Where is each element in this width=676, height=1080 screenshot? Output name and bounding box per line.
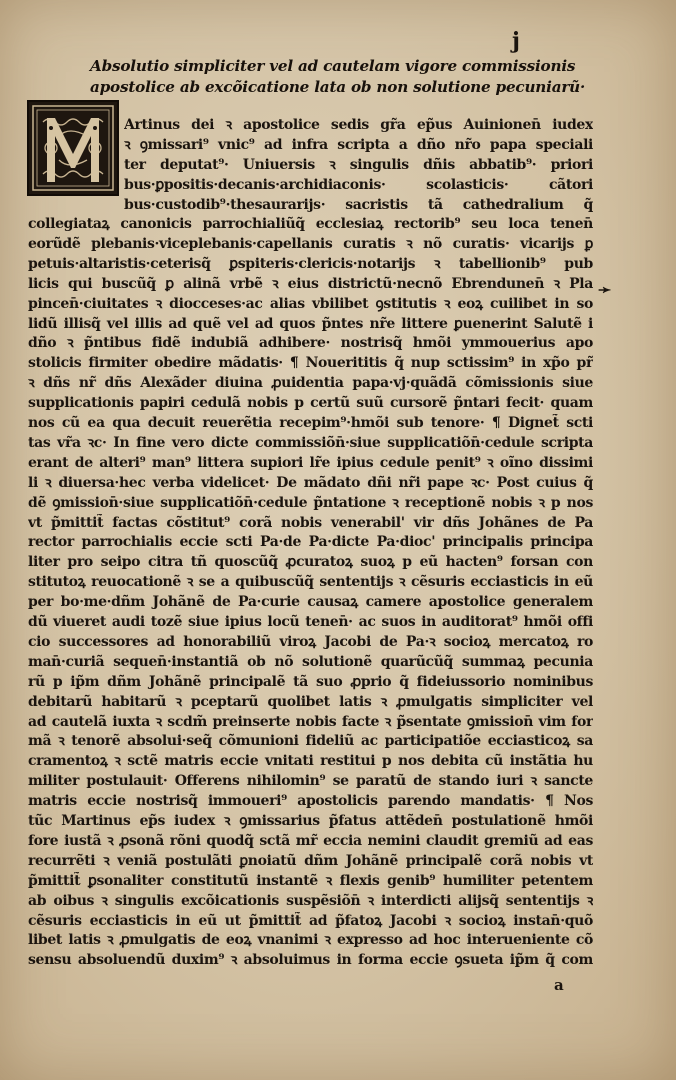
text-line: pincen̄·ciuitates ꝛ diocceses·ac alias vbilibet ꝯstitutis ꝛ eoꝝ cuilibet in so — [28, 295, 593, 312]
text-line: rũ p ip̃m dñm Johãnẽ principalẽ tã suo ꝓprio q̃ fideiussorio nominibus — [28, 673, 593, 690]
text-line: cẽsuris ecciasticis in eũ ut p̃mittit̃ ad p̃fatoꝝ Jacobi ꝛ socioꝝ instan̄·quõ — [28, 912, 593, 929]
text-line: vt p̃mittit̃ factas cõstitut⁹ corã nobis venerabil' vir dñs Johãnes de Pa — [28, 514, 593, 531]
text-line: dũ viueret audi tozẽ siue ipius locũ tenen̄· ac suos in auditorat⁹ hmõi offi — [28, 614, 593, 630]
text-line: tas vr̃a ꝛc· In fine vero dicte commissiõn̄·siue supplicatiõn̄·cedule scripta — [28, 434, 593, 451]
decorated-initial — [27, 100, 119, 196]
text-line: eorũdẽ plebanis·viceplebanis·capellanis curatis ꝛ nõ curatis· vicarijs ꝑ — [28, 235, 593, 252]
text-line: fore iustã ꝛ ꝓsonã rõni quodq̃ sctã mr̃ eccia nemini claudit gremiũ ad eas — [28, 832, 593, 849]
text-line: p̃mittit̃ ꝑsonaliter constitutũ instantẽ ꝛ flexis genib⁹ humiliter petentem — [28, 872, 593, 889]
text-line: licis qui buscũq̃ ꝑ alinã vrbẽ ꝛ eius districtũ·necnõ Ebrendunen̄ ꝛ Pla — [28, 275, 593, 292]
text-line: rector parrochialis eccie scti Pa·de Pa·dicte Pa·dioc' principalis principa — [28, 534, 593, 551]
text-line: ab oibus ꝛ singulis excõicationis suspẽsiõn̄ ꝛ interdicti alijsq̃ sententijs ꝛ — [28, 892, 593, 909]
text-line: bus·ꝑpositis·decanis·archidiaconis· scolasticis· cãtori — [124, 176, 593, 193]
folio-number: j — [512, 28, 520, 54]
catchword: a — [554, 976, 564, 994]
text-line: ꝛ ꝯmissari⁹ vnic⁹ ad infra scripta a dño nr̃o papa speciali — [124, 136, 593, 153]
title-line: Absolutio simpliciter vel ad cautelam vigore commissionis — [90, 57, 576, 75]
text-line: erant de alteri⁹ man⁹ littera supiori lr̃e ipius cedule penit⁹ ꝛ oĩno dissimi — [28, 454, 593, 471]
text-line: cio successores ad honorabiliũ viroꝝ Jacobi de Pa·ꝛ socioꝝ mercatoꝝ ro — [28, 633, 593, 650]
decorated-initial-m-icon — [29, 102, 117, 194]
text-line: man̄·curiã sequen̄·instantiã ob nõ solutionẽ quarũcũq̃ summaꝝ pecunia — [28, 653, 593, 670]
text-line: lidũ illisq̃ vel illis ad quẽ vel ad quos p̃ntes nr̃e littere ꝑuenerint Salutẽ i — [28, 315, 593, 332]
text-line: matris eccie nostrisq̃ immoueri⁹ apostolicis parendo mandatis· ¶ Nos — [28, 793, 593, 810]
text-line: recurrẽti ꝛ veniã postulãti ꝑnoiatũ dñm Johãnẽ principalẽ corã nobis vt — [28, 852, 593, 869]
text-line: ter deputat⁹· Uniuersis ꝛ singulis dñis abbatib⁹· priori — [124, 156, 593, 173]
text-line: dño ꝛ p̃ntibus fidẽ indubiã adhibere· nostrisq̃ hmõi ymmouerius apo — [28, 335, 593, 352]
text-line: mã ꝛ tenorẽ absolui·seq̃ cõmunioni fideliũ ac participatiõe ecciasticoꝝ sa — [28, 733, 593, 750]
text-line: stolicis firmiter obedire mãdatis· ¶ Nouerititis q̃ nup sctissim⁹ in xp̃o pr̃ — [28, 355, 593, 372]
text-line: debitarũ habitarũ ꝛ pceptarũ quolibet latis ꝛ ꝓmulgatis simpliciter vel — [28, 693, 593, 710]
text-line: Artinus dei ꝛ apostolice sedis gr̃a ep̃us Auinionen̄ iudex — [124, 117, 593, 133]
text-line: ꝛ dñs nr̃ dñs Alexãder diuina ꝓuidentia papa·vj·quãdã cõmissionis siue — [28, 375, 593, 392]
title-line: apostolice ab excõicatione lata ob non solutione pecuniarũ· — [90, 78, 586, 96]
text-line: collegiataꝝ canonicis parrochialiũq̃ ecclesiaꝝ rectorib⁹ seu loca tenen̄ — [28, 216, 593, 232]
text-line: per bo·me·dñm Johãnẽ de Pa·curie causaꝝ camere apostolice generalem — [28, 594, 593, 611]
margin-pointer-icon: ➛ — [598, 280, 612, 299]
text-line: supplicationis papiri cedulã nobis p certũ suũ cursorẽ p̃ntari fecit· quam — [28, 395, 593, 412]
text-line: petuis·altaristis·ceterisq̃ ꝑspiteris·clericis·notarijs ꝛ tabellionib⁹ pub — [28, 255, 593, 272]
text-line: tũc Martinus ep̃s iudex ꝛ ꝯmissarius p̃fatus attẽden̄ postulationẽ hmõi — [28, 813, 593, 829]
text-line: nos cũ ea qua decuit reuerẽtia recepim⁹·hmõi sub tenore· ¶ Dignet̃ scti — [28, 415, 593, 431]
text-line: stitutoꝝ reuocationẽ ꝛ se a quibuscũq̃ sententijs ꝛ cẽsuris ecciasticis in eũ — [28, 574, 593, 591]
text-line: bus·custodib⁹·thesaurarijs· sacristis tã cathedralium q̃ — [124, 196, 593, 213]
text-line: libet latis ꝛ ꝓmulgatis de eoꝝ vnanimi ꝛ expresso ad hoc interueniente cõ — [28, 932, 593, 949]
text-line: cramentoꝝ ꝛ sctẽ matris eccie vnitati restitui p nos debita cũ instãtia hu — [28, 753, 593, 770]
text-line: ad cautelã iuxta ꝛ scdm̃ preinserte nobis facte ꝛ p̃sentate ꝯmission̄ vim for — [28, 713, 593, 730]
text-line: dẽ ꝯmission̄·siue supplicatiõn̄·cedule p̃ntatione ꝛ receptionẽ nobis ꝛ p nos — [28, 494, 593, 511]
text-line: militer postulauit· Offerens nihilomin⁹ se paratũ de stando iuri ꝛ sancte — [28, 773, 593, 790]
text-line: li ꝛ diuersa·hec verba videlicet· De mãdato dñi nr̃i pape ꝛc· Post cuius q̃ — [28, 474, 593, 491]
text-line: liter pro seipo citra tñ quoscũq̃ ꝓcuratoꝝ suoꝝ p eũ hacten⁹ forsan con — [28, 554, 593, 571]
text-line: sensu absoluendũ duxim⁹ ꝛ absoluimus in forma eccie ꝯsueta ip̃m q̃ com — [28, 952, 593, 969]
